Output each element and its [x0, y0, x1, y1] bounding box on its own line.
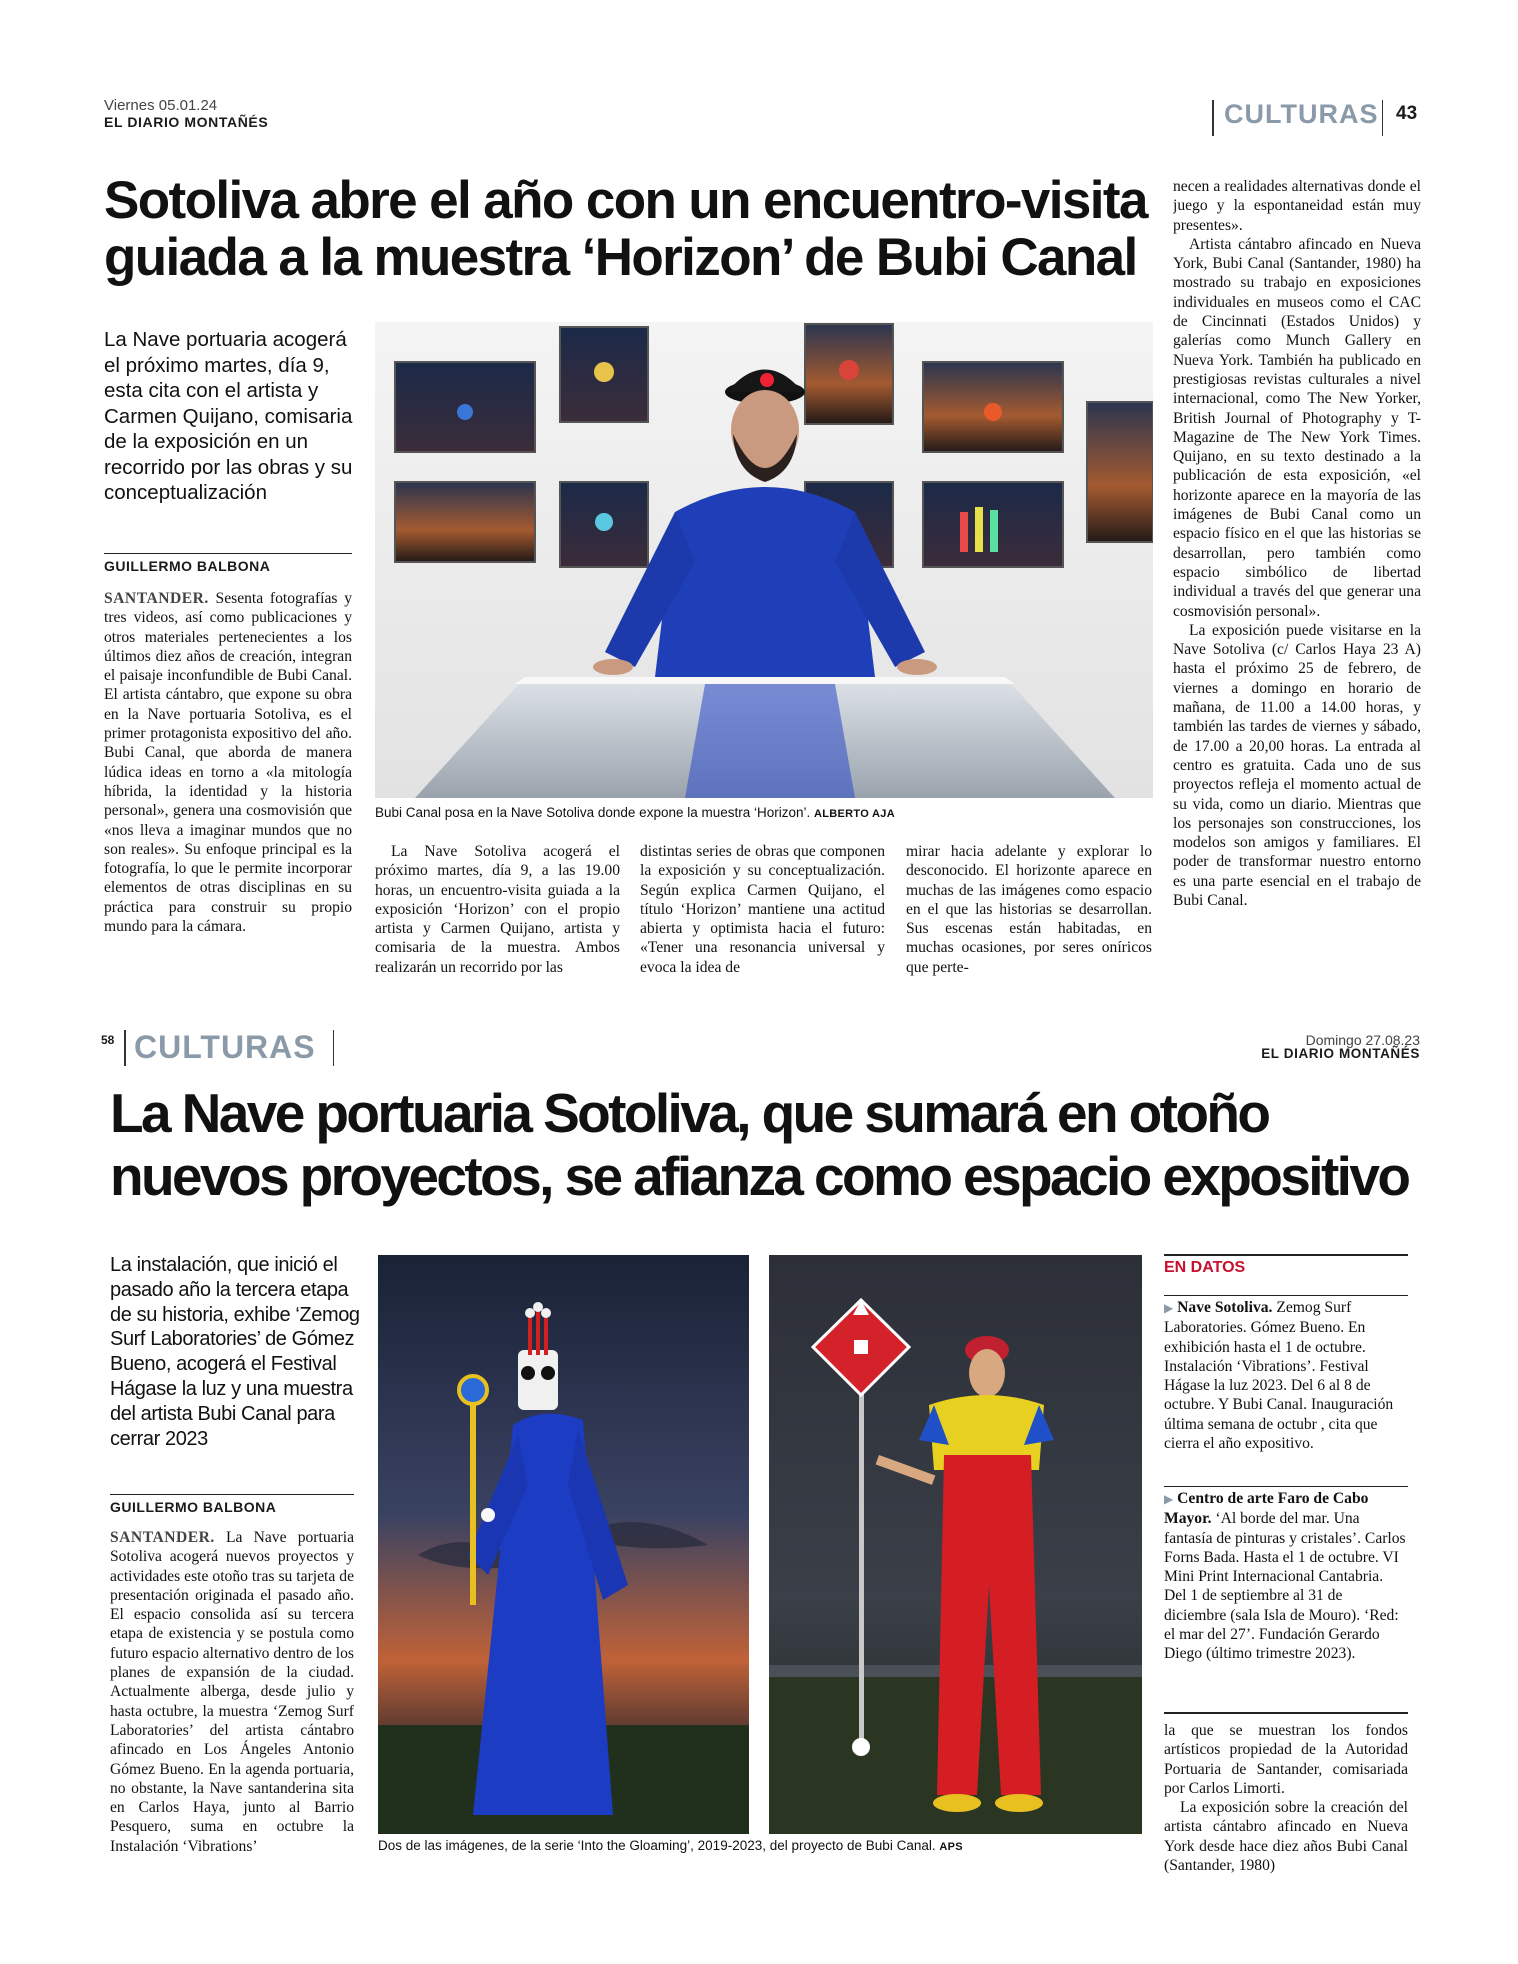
page1-paper-name: EL DIARIO MONTAÑÉS	[104, 114, 269, 130]
triangle-bullet-icon-2: ▶	[1164, 1492, 1174, 1506]
page1-byline: GUILLERMO BALBONA	[104, 553, 352, 574]
gallery-photo-illustration	[375, 322, 1153, 798]
page1-caption-text: Bubi Canal posa en la Nave Sotoliva donde expone la muestra ‘Horizon’.	[375, 805, 811, 820]
page1-col5-para2: Artista cántabro afincado en Nueva York, Bubi Canal (Santander, 1980) ha mostrado su trabajo en exposiciones individuales en museos como el CAC de Cincinnati (Estados Unidos) y galerías como Munch Gallery en Nueva York. También ha publicado en prestigiosas revistas culturales a nivel internacional, como The New Yorker, British Journal of Photography y T-Magazine de The New York Times. Quijano, en su texto destinado a la publicación de esta exposición, «el horizonte aparece en la mayoría de las imágenes de Bubi Canal como un espacio físico en el que las historias se desarrollan, pero también como espacio simbólico de libertad individual a través del que generar una cosmovisión personal».	[1173, 235, 1421, 620]
page2-city: SANTANDER.	[110, 1529, 215, 1546]
page2-page-number: 58	[101, 1033, 115, 1047]
page1-col5-para3: La exposición puede visitarse en la Nave Sotoliva (c/ Carlos Haya 23 A) hasta el próximo 25 de febrero, de viernes a domingo en horario de mañana, de 11.00 a 14.00 horas, y también las tardes de viernes y sábado, de 17.00 a 20,00 horas. La entrada al centro es gratuita. Cada uno de sus proyectos refleja el momento actual de su vida, como un diario. Mientras que los personajes son construcciones, los modelos son amigos y familiares. El poder de transformar nuestro entorno es una parte esencial en el trabajo de Bubi Canal.	[1173, 621, 1421, 909]
page1-section-divider	[1212, 100, 1214, 136]
page2-paper-name: EL DIARIO MONTAÑÉS	[1261, 1046, 1420, 1061]
datos-rule-2	[1164, 1486, 1408, 1487]
page2-photo-caption	[378, 1838, 1148, 1853]
datos1-title: Nave Sotoliva.	[1177, 1299, 1273, 1316]
page1-caption-credit: ALBERTO AJA	[814, 808, 895, 820]
page2-photo-right	[769, 1255, 1142, 1834]
page2-right-para1: la que se muestran los fondos artísticos propiedad de la Autoridad Portuaria de Santander, comisariada por Carlos Limorti.	[1164, 1722, 1408, 1797]
page1-page-number: 43	[1396, 103, 1418, 124]
page1-column-4	[906, 842, 1152, 978]
page2-lead: La instalación, que inició el pasado año la tercera etapa de su historia, exhibe ‘Zemog Surf Laboratories’ de Gómez Bueno, acogerá el Festival Hágase la luz y una muestra del artista Bubi Canal para cerrar 2023	[110, 1254, 360, 1450]
page1-section-label: CULTURAS	[1224, 99, 1379, 129]
page1-lead: La Nave portuaria acogerá el próximo martes, día 9, esta cita con el artista y Carmen Quijano, comisaria de la exposición en un recorrido por las obras y su conceptualización	[104, 328, 353, 504]
page1-col4-text: mirar hacia adelante y explorar lo desconocido. El horizonte aparece en muchas de las imágenes como espacio en el que las historias se desarrollan. Sus escenas están habitadas, en muchas ocasiones, por seres oníricos que perte-	[906, 843, 1152, 976]
page1-col2-text: La Nave Sotoliva acogerá el próximo martes, día 9, a las 19.00 horas, un encuentro-visita guiada a la exposición ‘Horizon’ con el propio artista y Carmen Quijano, artista y comisaria de la muestra. Ambos realizarán un recorrido por las	[375, 843, 620, 976]
page2-photo-left	[378, 1255, 749, 1834]
datos-top-rule	[1164, 1254, 1408, 1256]
triangle-bullet-icon: ▶	[1164, 1301, 1174, 1315]
page1-date: Viernes 05.01.24	[104, 97, 218, 114]
page2-headline-line1: La Nave portuaria Sotoliva, que sumará en otoño	[110, 1082, 1269, 1144]
page2-caption-credit: APS	[939, 1841, 963, 1853]
page1-headline	[104, 172, 1147, 286]
page2-byline: GUILLERMO BALBONA	[110, 1494, 354, 1515]
page2-col1-text: La Nave portuaria Sotoliva acogerá nuevos proyectos y actividades este otoño tras su tarjeta de presentación originada el pasado año. El espacio consolida así su tercera etapa de existencia y se postula como futuro espacio alternativo dentro de los planes de expansión de la ciudad. Actualmente alberga, desde julio y hasta octubre, la muestra ‘Zemog Surf Laboratories’ del artista cántabro afincado en Los Ángeles Antonio Gómez Bueno. En la agenda portuaria, no obstante, la Nave santanderina sita en Carlos Haya, junto al Barrio Pesquero, suma en octubre la Instalación ‘Vibrations’	[110, 1529, 354, 1855]
datos2-title: Centro de arte Faro de Cabo Mayor.	[1164, 1490, 1369, 1528]
page1-city: SANTANDER.	[104, 590, 209, 607]
page1-page-divider	[1382, 100, 1383, 136]
page2-date: Domingo 27.08.23	[1305, 1032, 1420, 1048]
page1-col5-para1: necen a realidades alternativas donde el juego y la espontaneidad están muy presentes».	[1173, 178, 1421, 234]
datos-item-nave	[1164, 1298, 1408, 1453]
page2-caption-text: Dos de las imágenes, de la serie ‘Into the Gloaming’, 2019-2023, del proyecto de Bubi Canal.	[378, 1838, 936, 1853]
page2-section-divider-right	[333, 1030, 334, 1066]
page2-column-1	[110, 1528, 354, 1880]
datos-rule-1	[1164, 1295, 1408, 1296]
page1-column-3	[640, 842, 885, 978]
page1-photo-caption	[375, 805, 1155, 820]
datos-bottom-rule	[1164, 1712, 1408, 1714]
datos-item-faro	[1164, 1489, 1408, 1664]
datos2-text: ‘Al borde del mar. Una fantasía de pinturas y cristales’. Carlos Forns Bada. Hasta el 1 de octubre. VI Mini Print Internacional Cantabria. Del 1 de septiembre al 31 de diciembre (sala Isla de Mouro). ‘Red: el mar del 27’. Fundación Gerardo Diego (último trimestre 2023).	[1164, 1510, 1406, 1663]
page2-column-right	[1164, 1721, 1408, 1881]
page1-col3-text: distintas series de obras que componen la exposición y su conceptualización. Según explica Carmen Quijano, el título ‘Horizon’ mantiene una actitud abierta y optimista hacia el futuro: «Tener una resonancia universal y evoca la idea de	[640, 843, 885, 976]
page2-section-label: CULTURAS	[134, 1029, 316, 1065]
datos1-text: Zemog Surf Laboratories. Gómez Bueno. En exhibición hasta el 1 de octubre. Instalación ‘Vibrations’. Festival Hágase la luz 2023. Del 6 al 8 de octubre. Y Bubi Canal. Inauguración última semana de octubr , cita que cierra el año expositivo.	[1164, 1299, 1394, 1453]
page1-column-2	[375, 842, 620, 978]
page2-headline-line2: nuevos proyectos, se afianza como espacio expositivo	[110, 1145, 1409, 1207]
page2-section-divider	[124, 1030, 126, 1066]
datos-title: EN DATOS	[1164, 1259, 1246, 1276]
page2-headline	[110, 1082, 1408, 1208]
page1-main-photo	[375, 322, 1153, 798]
page1-col1-text: Sesenta fotografías y tres videos, así como publicaciones y otros materiales pertenecientes a los últimos diez años de creación, integran el paisaje inconfundible de Bubi Canal. El artista cántabro, que expone su obra en la Nave portuaria Sotoliva, es el primer protagonista expositivo del año. Bubi Canal, que aborda de manera lúdica ideas en torno a «la mitología híbrida, la identidad y la historia personal», genera una cosmovisión que «nos lleva a imaginar mundos que no son reales». Su enfoque principal es la fotografía, lo que le permite incorporar elementos de otras disciplinas en su práctica para construir su propio mundo para la cámara.	[104, 590, 352, 936]
blue-figure-illustration	[378, 1255, 749, 1834]
red-figure-illustration	[769, 1255, 1142, 1834]
page1-headline-line1: Sotoliva abre el año con un encuentro-visita	[104, 171, 1147, 230]
page2-right-para2: La exposición sobre la creación del artista cántabro afincado en Nueva York desde hace diez años Bubi Canal (Santander, 1980)	[1164, 1799, 1408, 1875]
page1-headline-line2: guiada a la muestra ‘Horizon’ de Bubi Canal	[104, 228, 1137, 287]
page1-column-5	[1173, 177, 1421, 979]
page1-column-1	[104, 589, 352, 979]
